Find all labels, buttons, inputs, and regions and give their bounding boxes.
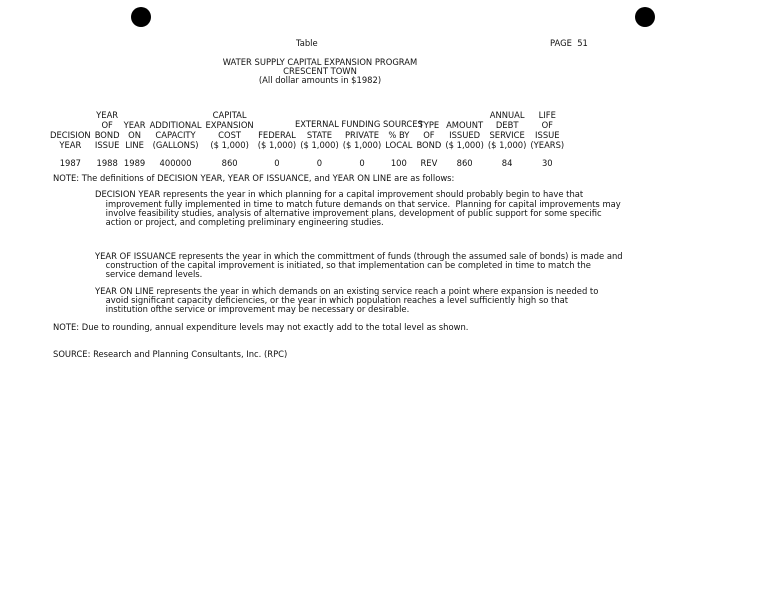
punch-hole-left [131,7,151,27]
definition-line: improvement fully implemented in time to match future demands on that service. Planning for capital improvements may [95,199,621,209]
definition-line: DECISION YEAR represents the year in which planning for a capital improvement should probably begin to have that [95,189,584,199]
cell-state: 0 [316,158,323,168]
table-row [48,150,566,168]
definition-line: YEAR ON LINE represents the year in which demands on an existing service reach a point where expansion is needed to [95,286,599,296]
definitions-note: NOTE: The definitions of DECISION YEAR, YEAR OF ISSUANCE, and YEAR ON LINE are as follows: [53,173,455,183]
cell-on-line-year: 1989 [123,158,146,168]
source-note: SOURCE: Research and Planning Consultants, Inc. (RPC) [53,349,288,359]
table-units-note: (All dollar amounts in $1982) [258,75,382,85]
col-additional-capacity: ADDITIONAL CAPACITY (GALLONS) [149,120,202,150]
col-decision-year: DECISION YEAR [50,130,91,150]
table-header-row [48,110,566,150]
col-amount-issued: AMOUNT ISSUED ($ 1,000) [445,120,484,150]
cell-bond-issue-year: 1988 [96,158,118,168]
table-label: Table [296,38,318,48]
definition-line: construction of the capital improvement is initiated, so that implementation can be completed in time to match the [95,260,591,270]
punch-hole-right [635,7,655,27]
cell-bond-type: REV [420,158,438,168]
col-annual-debt-service: ANNUAL DEBT SERVICE ($ 1,000) [487,110,527,150]
cell-life-of-issue: 30 [541,158,553,168]
cell-federal: 0 [274,158,280,168]
col-federal: FEDERAL ($ 1,000) [257,130,297,150]
cell-amount-issued: 860 [456,158,473,168]
col-year-of-bond-issue: YEAR OF BOND ISSUE [94,110,120,150]
cell-additional-capacity: 400000 [159,158,192,168]
col-percent-local: % BY LOCAL [385,130,413,150]
definition-line: involve feasibility studies, analysis of alternative improvement plans, development of public support for some specific [95,208,602,218]
table-title: WATER SUPPLY CAPITAL EXPANSION PROGRAM [222,57,418,67]
page-number: PAGE 51 [550,38,588,48]
col-capital-expansion-cost: CAPITAL EXPANSION COST ($ 1,000) [205,110,254,150]
definition-line: action or project, and completing preliminary engineering studies. [95,217,384,227]
definition-line: institution ofthe service or improvement may be necessary or desirable. [95,304,410,314]
cell-private: 0 [359,158,365,168]
col-private: PRIVATE ($ 1,000) [342,130,382,150]
capital-expansion-table [48,110,566,168]
definition-line: service demand levels. [95,269,203,279]
cell-expansion-cost: 860 [221,158,238,168]
cell-annual-debt-service: 84 [501,158,513,168]
col-type-of-bond: TYPE OF BOND [416,120,442,150]
rounding-note: NOTE: Due to rounding, annual expenditure levels may not exactly add to the total level as shown. [53,322,469,332]
cell-percent-local: 100 [390,158,407,168]
col-year-on-line: YEAR ON LINE [123,120,146,150]
col-state: STATE ($ 1,000) [300,130,339,150]
definition-line: avoid significant capacity deficiencies, or the year in which population reaches a level sufficiently high so that [95,295,569,305]
col-life-of-issue: LIFE OF ISSUE (YEARS) [530,110,565,150]
definition-line: YEAR OF ISSUANCE represents the year in which the committment of funds (through the assumed sale of bonds) is made and [95,251,623,261]
table-subtitle: CRESCENT TOWN [283,66,357,76]
external-funding-sources-header: EXTERNAL FUNDING SOURCES [295,119,423,129]
cell-decision-year: 1987 [59,158,82,168]
